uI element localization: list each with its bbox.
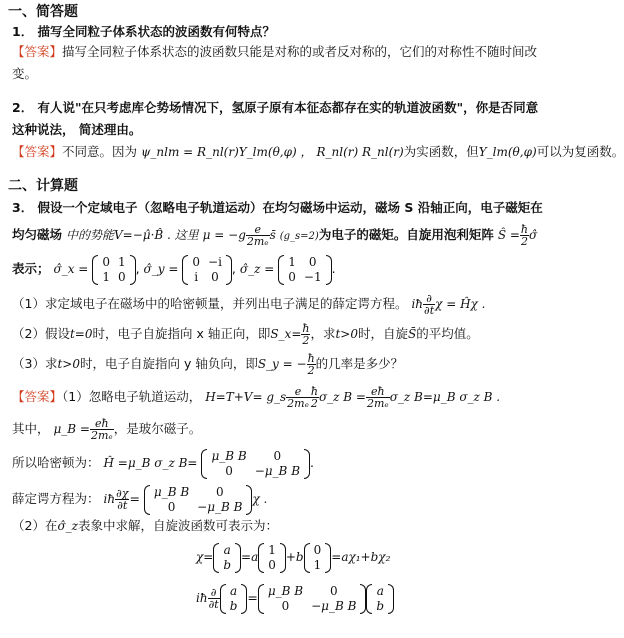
- answer-2-mid: 为实函数，但: [403, 144, 479, 159]
- frac-num: ∂χ: [116, 487, 129, 500]
- spherical-harmonic-formula: Y_lm(θ,φ): [478, 145, 537, 159]
- schrodinger-eq: χ = Ĥχ .: [435, 297, 486, 311]
- frac-num: e: [246, 224, 270, 236]
- spin-operator-formula: Ŝ =: [497, 228, 520, 242]
- hamiltonian-eq: σ_z B =: [318, 390, 366, 404]
- ab-column: [366, 584, 394, 614]
- gs-note: (g_s=2): [279, 231, 319, 242]
- hbar-over-2-fraction: [307, 353, 316, 376]
- ihbar-symbol: iħ: [103, 492, 116, 506]
- wavefunction-formula: ψ_nlm = R_nl(r)Y_lm(θ,φ) ，: [141, 145, 313, 159]
- matrix-cell: 1: [313, 557, 322, 572]
- frac-den: 2: [520, 235, 528, 248]
- chi-symbol: χ .: [252, 492, 268, 506]
- matrix-cell: 0: [192, 254, 201, 269]
- frac-den: 2: [302, 334, 310, 347]
- matrix-cell: 1: [288, 254, 296, 269]
- part-2-text: （2）在: [12, 518, 58, 533]
- matrix-cell: −1: [303, 269, 322, 284]
- sx-label: S_x=: [270, 327, 302, 341]
- matrix-cell: μ_B B: [267, 583, 304, 598]
- sigma-y-matrix: [182, 255, 232, 285]
- frac-den: 2mₑ: [246, 235, 269, 248]
- matrix-cell: −μ_B B: [311, 598, 357, 613]
- pauli-matrices-line: 表示； σ̂_x = 0 1 1 0 , σ̂_y = 0 −i i 0 , σ̂_z = 1 0 0 −1 .: [12, 254, 336, 284]
- matrix-cell: b: [229, 598, 238, 613]
- matrix-cell: 0: [225, 463, 233, 478]
- frac-num: eħ: [90, 418, 114, 430]
- ab-column: [220, 584, 248, 614]
- matrix-cell: 0: [102, 254, 110, 269]
- subquestion-2-text: 的平均值。: [416, 326, 479, 341]
- matrix-cell: a: [229, 583, 238, 598]
- matrix-cell: 0: [281, 598, 290, 613]
- answer-3-part-2: [12, 518, 278, 534]
- q3-text: 均匀磁场: [12, 227, 63, 242]
- eq-part: +b: [285, 550, 304, 564]
- answer-1-line-2: 变。: [12, 66, 38, 81]
- hamiltonian-eq: H=T+V= g_s: [205, 390, 287, 404]
- hamiltonian-eq: Ĥ =μ_B σ_z B=: [103, 456, 198, 470]
- question-3-line-2: [12, 220, 537, 250]
- e-over-2me-fraction: [286, 386, 310, 409]
- partial-chi-fraction: [115, 488, 129, 511]
- matrix-cell: a: [376, 583, 384, 598]
- answer-1-text: 描写全同粒子体系状态的波函数只能是对称的或者反对称的，它们的对称性不随时间改: [62, 44, 538, 59]
- hamiltonian-matrix: [201, 449, 310, 479]
- spin-symbol: s̄: [269, 228, 276, 242]
- ehbar-over-2me-fraction: [90, 418, 114, 441]
- q3-text: 为电子的磁矩。自旋用泡利矩阵: [318, 227, 494, 242]
- matrix-cell: 0: [211, 269, 219, 284]
- subquestion-3-text: （3）求: [12, 356, 58, 371]
- question-2-line-1: 2． 有人说"在只考虑库仑势场情况下，氢原子原有本征态都存在实的轨道波函数"，你是否同意: [12, 100, 539, 115]
- ihbar-symbol: iħ: [411, 297, 424, 311]
- matrix-cell: 0: [329, 583, 338, 598]
- ehbar-over-2me-fraction: [366, 386, 390, 409]
- time-cond: t=0: [69, 327, 93, 341]
- ihbar-symbol: iħ: [196, 591, 208, 605]
- frac-num: eħ: [366, 386, 390, 398]
- matrix-cell: a: [223, 542, 231, 557]
- answer-tag: 【答案】: [12, 389, 63, 404]
- hamiltonian-text: 所以哈密顿为：: [12, 455, 100, 470]
- partial-t-fraction: [423, 293, 435, 316]
- matrix-cell: 0: [117, 269, 126, 284]
- eq-part: =aχ₁+bχ₂: [331, 550, 391, 564]
- basis-up: [258, 543, 286, 573]
- sigma-x-matrix: [92, 255, 135, 285]
- answer-3-text: （1）忽略电子轨道运动，: [62, 389, 202, 404]
- frac-num: ∂: [423, 293, 435, 305]
- matrix-cell: 0: [167, 499, 176, 514]
- question-3-line-1: 3． 假设一个定域电子（忽略电子轨道运动）在均匀磁场中运动，磁场 S 沿轴正向，电子磁矩在: [12, 200, 543, 215]
- matrix-cell: 0: [268, 557, 276, 572]
- spin-wavefunction-eq: [196, 538, 390, 576]
- ab-column: [213, 543, 241, 573]
- sigma-z-symbol: σ̂_z: [57, 519, 78, 533]
- sigma-x-label: σ̂_x =: [53, 262, 89, 276]
- sy-label: S_y = −: [257, 357, 307, 371]
- answer-2-suffix: 可以为复函数。: [536, 144, 624, 159]
- question-1: 1． 描写全同粒子体系状态的波函数有何特点？: [12, 24, 276, 39]
- matrix-cell: 1: [102, 269, 110, 284]
- hamiltonian-eq: σ_z B=μ_B σ_z B .: [389, 390, 501, 404]
- hamiltonian-matrix: [258, 584, 367, 614]
- where-text: 其中，: [12, 421, 50, 436]
- subquestion-2-text: 时，自旋: [358, 326, 409, 341]
- frac-den: 2mₑ: [91, 429, 113, 442]
- q3-text: 中的势能: [66, 228, 115, 242]
- matrix-cell: 0: [308, 254, 317, 269]
- q3-text: 表示；: [12, 261, 50, 276]
- subquestion-2-text: 时，电子自旋指向 x 轴正向，即: [92, 326, 271, 341]
- frac-num: ħ: [302, 322, 310, 335]
- frac-num: ∂: [208, 587, 220, 599]
- answer-tag: 【答案】: [12, 144, 63, 159]
- component-schrodinger-eq: iħ $\frac{\partial}{\partial t}$ a b = μ_B B 0 0 −μ_B B a b: [196, 578, 394, 618]
- matrix-cell: −i: [208, 254, 222, 269]
- matrix-cell: 1: [268, 542, 276, 557]
- sigma-vector: σ̂: [529, 228, 538, 242]
- subquestion-1: [12, 290, 485, 318]
- hamiltonian-line: 所以哈密顿为： Ĥ =μ_B σ_z B= μ_B B 0 0 −μ_B B .: [12, 448, 314, 478]
- subquestion-1-text: （1）求定域电子在磁场中的哈密顿量，并列出电子满足的薛定谔方程。: [12, 296, 408, 311]
- matrix-cell: −μ_B B: [254, 463, 301, 478]
- sigma-y-label: σ̂_y =: [143, 262, 179, 276]
- matrix-cell: 0: [215, 484, 224, 499]
- time-cond: t>0: [335, 327, 358, 341]
- matrix-cell: 0: [273, 448, 282, 463]
- subquestion-3-text: 时，电子自旋指向 y 轴负向，即: [79, 356, 258, 371]
- frac-den: 2mₑ: [366, 397, 389, 410]
- frac-den: 2mₑ: [287, 397, 309, 410]
- schrodinger-line: 薛定谔方程为： iħ $\frac{\partial\chi}{\partial t}$ = μ_B B 0 0 −μ_B B χ .: [12, 484, 268, 514]
- answer-2: [12, 144, 624, 160]
- chi-label: χ=: [196, 550, 214, 564]
- sigma-z-label: σ̂_z =: [239, 262, 275, 276]
- frac-num: ħ: [310, 385, 318, 398]
- frac-num: e: [286, 386, 310, 398]
- question-2-line-2: 这种说法， 简述理由。: [12, 122, 142, 137]
- frac-num: ħ: [307, 352, 315, 365]
- frac-num: ħ: [520, 223, 528, 236]
- hbar-over-2-fraction: [520, 224, 529, 247]
- subquestion-3: [12, 350, 403, 378]
- frac-den: 2: [310, 397, 318, 410]
- matrix-cell: μ_B B: [153, 484, 190, 499]
- hamiltonian-matrix: [144, 485, 253, 515]
- bohr-magneton-line: [12, 414, 201, 444]
- section-title-short-answer: 一、简答题: [8, 4, 78, 20]
- section-title-calculation: 二、计算题: [8, 178, 78, 194]
- matrix-cell: 1: [117, 254, 126, 269]
- subquestion-3-text: 的几率是多少？: [315, 356, 404, 371]
- subquestion-2: [12, 320, 479, 348]
- moment-formula: μ = −g: [202, 228, 246, 242]
- matrix-cell: 0: [288, 269, 296, 284]
- answer-3-part-1: [12, 382, 500, 412]
- sigma-z-matrix: [278, 255, 331, 285]
- matrix-cell: b: [376, 598, 385, 613]
- potential-formula: V=−μ̂·B̂ . 这里: [114, 228, 199, 242]
- where-text: ，是玻尔磁子。: [113, 421, 202, 436]
- time-cond: t>0: [57, 357, 80, 371]
- partial-t-fraction: [208, 587, 220, 610]
- subquestion-2-text: ，求: [310, 326, 336, 341]
- frac-den: ∂t: [117, 499, 128, 512]
- frac-den: ∂t: [424, 304, 435, 317]
- answer-tag: 【答案】: [12, 44, 63, 59]
- matrix-cell: i: [194, 269, 199, 284]
- hbar-over-2-fraction: [310, 386, 319, 409]
- e-over-2me-fraction: [246, 224, 270, 247]
- eq-part: =a: [241, 550, 259, 564]
- matrix-cell: μ_B B: [211, 448, 247, 463]
- spin-symbol: S̄: [408, 327, 417, 341]
- part-2-text: 表象中求解，自旋波函数可表示为：: [77, 518, 278, 533]
- answer-1-line-1: [12, 44, 537, 60]
- bohr-magneton-label: μ_B =: [53, 422, 90, 436]
- matrix-cell: −μ_B B: [197, 499, 243, 514]
- matrix-cell: 0: [313, 542, 322, 557]
- frac-den: 2: [307, 364, 315, 377]
- basis-down: [304, 543, 332, 573]
- schrodinger-text: 薛定谔方程为：: [12, 491, 100, 506]
- radial-function-formula: R_nl(r) R_nl(r): [316, 145, 404, 159]
- subquestion-2-text: （2）假设: [12, 326, 70, 341]
- answer-2-prefix: 不同意。因为: [62, 144, 138, 159]
- matrix-cell: b: [223, 557, 232, 572]
- frac-den: ∂t: [208, 598, 219, 611]
